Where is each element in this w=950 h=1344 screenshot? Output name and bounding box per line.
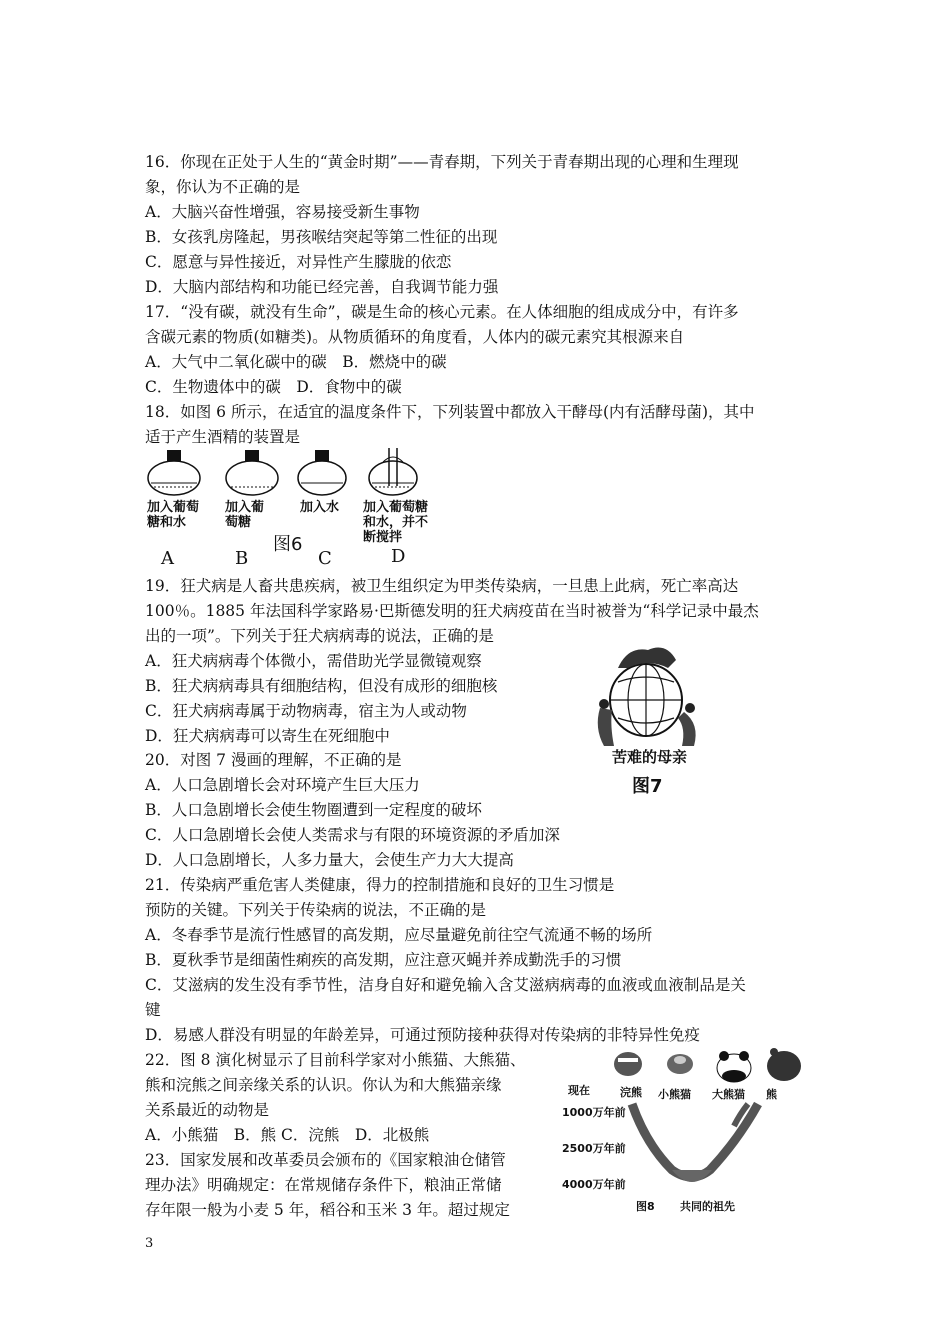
flask-c-label: 加入水 (300, 500, 340, 515)
q18-stem-line1: 18．如图 6 所示，在适宜的温度条件下，下列装置中都放入干酵母(内有活酵母菌)，其中 (145, 403, 755, 421)
q18-stem-line2: 适于产生酒精的装置是 (145, 428, 301, 446)
figure-7-title: 图7 (632, 776, 663, 797)
figure-6-title: 图6 (273, 534, 303, 555)
flask-b-letter: B (235, 548, 249, 569)
q21-stem-line1: 21．传染病严重危害人类健康，得力的控制措施和良好的卫生习惯是 (145, 876, 615, 894)
flask-a-label: 加入葡萄 糖和水 (147, 500, 200, 530)
fig8-red-panda-label: 小熊猫 (658, 1088, 691, 1101)
fig8-bear-label: 熊 (766, 1088, 777, 1101)
fig8-ancestor-label: 共同的祖先 (680, 1200, 735, 1213)
flask-a-letter: A (161, 548, 174, 569)
red-panda-icon (667, 1054, 693, 1074)
figure-6 (145, 448, 455, 570)
flask-d-icon (369, 448, 417, 495)
fig8-now-label: 现在 (568, 1084, 590, 1097)
flask-d-letter: D (391, 546, 406, 567)
flask-b-label: 加入葡 萄糖 (225, 500, 265, 530)
q17-stem-line1: 17．“没有碳，就没有生命”，碳是生命的核心元素。在人体细胞的组成成分中，有许多 (145, 303, 739, 321)
flask-c-letter: C (318, 548, 332, 569)
q22-stem-line3: 关系最近的动物是 (145, 1101, 270, 1119)
fig8-giant-panda-label: 大熊猫 (712, 1088, 745, 1101)
bear-icon (767, 1048, 801, 1081)
q17-stem-line2: 含碳元素的物质(如糖类)。从物质循环的角度看，人体内的碳元素究其根源来自 (145, 328, 685, 346)
figure-7 (588, 638, 718, 798)
q23-stem-line1: 23．国家发展和改革委员会颁布的《国家粮油仓储管 (145, 1151, 506, 1169)
q16-option-c: C．愿意与异性接近，对异性产生朦胧的依恋 (145, 253, 452, 271)
q16-option-d: D．大脑内部结构和功能已经完善，自我调节能力强 (145, 278, 499, 296)
fig8-time-1000: 1000万年前 (562, 1106, 626, 1119)
q20-option-b: B．人口急剧增长会使生物圈遭到一定程度的破坏 (145, 801, 482, 819)
q16-stem-line2: 象，你认为不正确的是 (145, 178, 301, 196)
page-number: 3 (145, 1236, 154, 1251)
q20-option-a: A．人口急剧增长会对环境产生巨大压力 (145, 776, 420, 794)
q21-option-b: B．夏秋季节是细菌性痢疾的高发期，应注意灭蝇并养成勤洗手的习惯 (145, 951, 622, 969)
q19-option-a: A．狂犬病病毒个体微小，需借助光学显微镜观察 (145, 652, 482, 670)
q20-option-c: C．人口急剧增长会使人类需求与有限的环境资源的矛盾加深 (145, 826, 560, 844)
q16-option-b: B．女孩乳房隆起，男孩喉结突起等第二性征的出现 (145, 228, 498, 246)
q23-stem-line3: 存年限一般为小麦 5 年，稻谷和玉米 3 年。超过规定 (145, 1201, 510, 1219)
q17-options-cd: C．生物遗体中的碳 D．食物中的碳 (145, 378, 402, 396)
raccoon-icon (614, 1052, 642, 1076)
flask-c-icon (298, 450, 346, 495)
suffering-mother-cartoon (588, 638, 708, 748)
q22-stem-line1: 22．图 8 演化树显示了目前科学家对小熊猫、大熊猫、 (145, 1051, 526, 1069)
q19-option-b: B．狂犬病病毒具有细胞结构，但没有成形的细胞核 (145, 677, 498, 695)
figure-8 (562, 1044, 812, 1214)
q20-option-d: D．人口急剧增长，人多力量大，会使生产力大大提高 (145, 851, 514, 869)
q21-option-a: A．冬春季节是流行性感冒的高发期，应尽量避免前往空气流通不畅的场所 (145, 926, 653, 944)
q21-stem-line2: 预防的关键。下列关于传染病的说法，不正确的是 (145, 901, 487, 919)
q19-stem-line2: 100％。1885 年法国科学家路易·巴斯德发明的狂犬病疫苗在当时被誉为“科学记录中最杰 (145, 602, 759, 620)
fig8-title: 图8 (636, 1200, 655, 1213)
flask-d-label: 加入葡萄糖 和水，并不 断搅拌 (363, 500, 429, 545)
q22-options: A．小熊猫 B．熊 C．浣熊 D．北极熊 (145, 1126, 430, 1144)
q21-option-c-line1: C．艾滋病的发生没有季节性，洁身自好和避免输入含艾滋病病毒的血液或血液制品是关 (145, 976, 746, 994)
q16-option-a: A．大脑兴奋性增强，容易接受新生事物 (145, 203, 420, 221)
q20-stem: 20．对图 7 漫画的理解，不正确的是 (145, 751, 402, 769)
q16-stem-line1: 16．你现在正处于人生的“黄金时期”——青春期，下列关于青春期出现的心理和生理现 (145, 153, 739, 171)
flask-a-icon (148, 450, 200, 495)
flask-b-icon (226, 450, 278, 495)
q21-option-d: D．易感人群没有明显的年龄差异，可通过预防接种获得对传染病的非特异性免疫 (145, 1026, 700, 1044)
q19-option-d: D．狂犬病病毒可以寄生在死细胞中 (145, 727, 390, 745)
fig8-time-4000: 4000万年前 (562, 1178, 626, 1191)
fig8-time-2500: 2500万年前 (562, 1142, 626, 1155)
q23-stem-line2: 理办法》明确规定：在常规储存条件下，粮油正常储 (145, 1176, 502, 1194)
q19-option-c: C．狂犬病病毒属于动物病毒，宿主为人或动物 (145, 702, 467, 720)
q17-options-ab: A．大气中二氧化碳中的碳 B．燃烧中的碳 (145, 353, 447, 371)
giant-panda-icon (717, 1051, 751, 1082)
q19-stem-line3: 出的一项”。下列关于狂犬病病毒的说法，正确的是 (145, 627, 494, 645)
yeast-flasks-drawing (145, 448, 455, 500)
q19-stem-line1: 19．狂犬病是人畜共患疾病，被卫生组织定为甲类传染病，一旦患上此病，死亡率高达 (145, 577, 739, 595)
q21-option-c-line2: 键 (145, 1001, 161, 1019)
fig8-raccoon-label: 浣熊 (620, 1086, 642, 1099)
q22-stem-line2: 熊和浣熊之间亲缘关系的认识。你认为和大熊猫亲缘 (145, 1076, 502, 1094)
figure-7-caption: 苦难的母亲 (612, 748, 688, 766)
